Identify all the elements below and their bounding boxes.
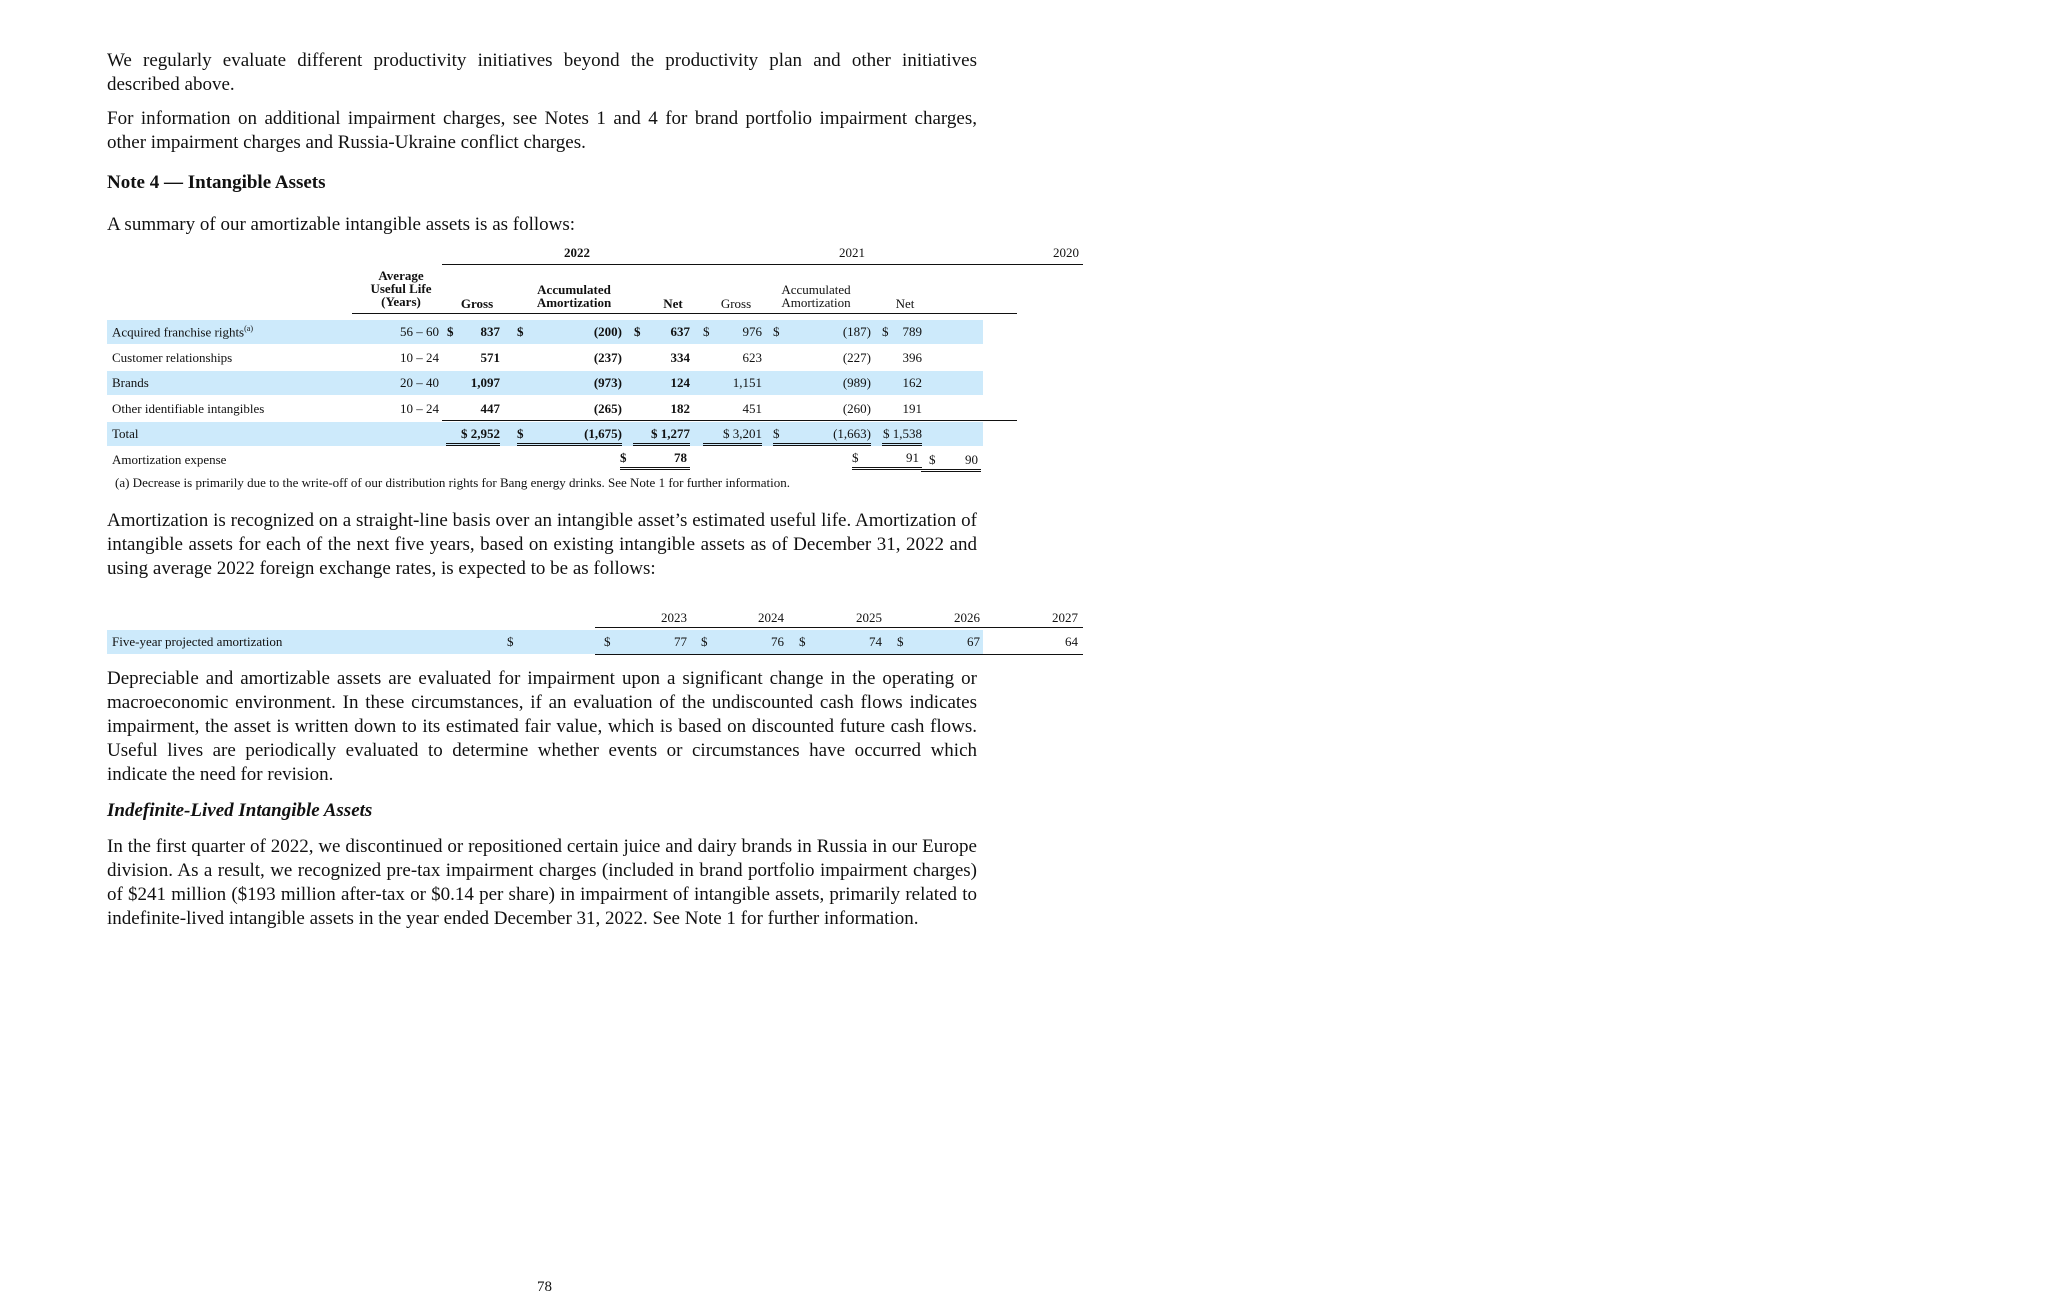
currency-symbol: $ (517, 426, 524, 441)
net-2022-value: 124 (670, 375, 690, 390)
currency-symbol: $ (852, 450, 859, 465)
net-2021-value: 396 (902, 350, 922, 365)
indefinite-lived-heading: Indefinite-Lived Intangible Assets (107, 800, 373, 821)
accum-2022-value: (973) (593, 375, 622, 390)
useful-life-header (352, 269, 450, 308)
accum-2022-value: (237) (593, 350, 622, 365)
total-net-2021: $ 1,538 (882, 426, 922, 446)
paragraph-depreciable: Depreciable and amortizable assets are evaluated for impairment upon a significant change in the operating or macroeconomic environment. In these circumstances, if an evaluation of the undiscounted cash flows indicates impairment, the asset is written down to its estimated fair value, which is based on discounted future cash flows. Useful lives are periodically evaluated to determine whether events or circumstances have occurred which indicate the need for revision. (107, 668, 977, 785)
net-2022-value: 334 (670, 350, 690, 365)
year-2022-header: 2022 (564, 245, 590, 260)
net-2021-header: Net (895, 296, 915, 311)
projection-label: Five-year projected amortization (112, 634, 283, 649)
accum-2021-value: (227) (842, 350, 871, 365)
gross-2021-value: 1,151 (732, 375, 762, 390)
net-2022-value: 182 (670, 401, 690, 416)
gross-2021-header: Gross (720, 296, 752, 311)
net-2021-value: 162 (902, 375, 922, 390)
currency-symbol: $ (447, 324, 454, 339)
currency-symbol: $ (773, 426, 780, 441)
amortization-expense-label: Amortization expense (112, 452, 227, 467)
currency-symbol: $ (929, 452, 936, 467)
accum-2022-header-line1: Accumulated (537, 282, 611, 297)
amortization-2020-value: 90 (965, 452, 978, 467)
projection-value: 74 (869, 634, 882, 649)
gross-2022-value: 447 (480, 401, 500, 416)
net-2021-value: 789 (902, 324, 922, 339)
currency-symbol: $ (897, 634, 904, 649)
intangible-assets-table (107, 244, 1079, 494)
total-gross-2022: $ 2,952 (446, 426, 500, 446)
projection-year-header: 2025 (856, 610, 882, 625)
gross-2021-value: 451 (742, 401, 762, 416)
currency-symbol: $ (634, 324, 641, 339)
accum-2022-value: (200) (593, 324, 622, 339)
accum-2021-value: (989) (842, 375, 871, 390)
currency-symbol: $ (604, 634, 611, 649)
total-accum-2021 (773, 426, 871, 446)
projection-bottom-rule (595, 654, 1083, 655)
currency-symbol: $ (620, 450, 627, 465)
currency-symbol: $ (799, 634, 806, 649)
total-net-2022: $ 1,277 (633, 426, 690, 446)
row-label: Customer relationships (112, 350, 233, 365)
currency-symbol: $ (701, 634, 708, 649)
projection-year-header: 2024 (758, 610, 784, 625)
gross-2022-header: Gross (460, 296, 494, 311)
total-accum-2021-value: (1,663) (833, 426, 871, 441)
note-4-heading: Note 4 — Intangible Assets (107, 172, 326, 193)
accum-2021-header (755, 283, 877, 309)
amortization-2022-value: 78 (674, 450, 687, 465)
accum-2022-header (513, 283, 635, 309)
useful-life-value: 56 – 60 (400, 324, 439, 339)
useful-life-header-rule (352, 313, 450, 314)
accum-2022-header-line2: Amortization (536, 295, 612, 310)
total-label: Total (112, 426, 139, 441)
year-header-rule (442, 264, 1083, 265)
currency-symbol: $ (517, 324, 524, 339)
gross-2022-value: 571 (480, 350, 500, 365)
currency-symbol: $ (703, 324, 710, 339)
net-2021-value: 191 (902, 401, 922, 416)
accum-2022-value: (265) (593, 401, 622, 416)
currency-symbol: $ (882, 324, 889, 339)
paragraph-indefinite-lived: In the first quarter of 2022, we discontinued or repositioned certain juice and dairy brands in Russia in our Europe division. As a result, we recognized pre-tax impairment charges (included in brand portfolio impairment charges) of $241 million ($193 million after-tax or $0.14 per share) in impairment of intangible assets, primarily related to indefinite-lived intangible assets in the year ended December 31, 2022. See Note 1 for further information. (107, 836, 977, 929)
projection-year-header: 2023 (661, 610, 687, 625)
projection-year-header: 2027 (1052, 610, 1078, 625)
currency-symbol: $ (773, 324, 780, 339)
currency-symbol: $ (507, 634, 514, 649)
net-2022-value: 637 (670, 324, 690, 339)
amortization-2021 (852, 450, 922, 470)
summary-intro: A summary of our amortizable intangible assets is as follows: (107, 214, 576, 235)
projection-value: 76 (771, 634, 784, 649)
paragraph-productivity: We regularly evaluate different productivity initiatives beyond the productivity plan and other initiatives described above. (107, 50, 977, 95)
net-2022-header: Net (663, 296, 683, 311)
amortization-2021-value: 91 (906, 450, 919, 465)
year-2020-header: 2020 (1053, 245, 1079, 260)
accum-2021-value: (260) (842, 401, 871, 416)
paragraph-impairment-reference: For information on additional impairment charges, see Notes 1 and 4 for brand portfolio impairment charges, other impairment charges and Russia-Ukraine conflict charges. (107, 108, 977, 153)
year-2021-header: 2021 (839, 245, 865, 260)
projection-value: 77 (674, 634, 687, 649)
row-label: Acquired franchise rights$^{(a)}$ (112, 324, 254, 340)
accum-2021-header-line2: Amortization (781, 295, 851, 310)
total-accum-2022 (517, 426, 622, 446)
accum-2021-header-line1: Accumulated (781, 282, 851, 297)
gross-2021-value: 976 (742, 324, 762, 339)
column-header-rule (442, 313, 1017, 314)
useful-life-value: 10 – 24 (400, 401, 439, 416)
gross-2022-value: 837 (480, 324, 500, 339)
subtotal-rule (442, 420, 1017, 421)
useful-life-header-line2: Useful Life (370, 281, 432, 296)
gross-2021-value: 623 (742, 350, 762, 365)
footnote-marker: (a) (244, 324, 254, 333)
total-gross-2021: $ 3,201 (703, 426, 762, 446)
row-label: Other identifiable intangibles (112, 401, 265, 416)
table-footnote: (a) Decrease is primarily due to the write-off of our distribution rights for Bang energy drinks. See Note 1 for further information. (115, 475, 790, 490)
gross-2022-value: 1,097 (470, 375, 500, 390)
useful-life-value: 10 – 24 (400, 350, 439, 365)
amortization-2020 (921, 452, 981, 472)
useful-life-value: 20 – 40 (400, 375, 439, 390)
accum-2021-value: (187) (842, 324, 871, 339)
paragraph-amortization: Amortization is recognized on a straight-line basis over an intangible asset’s estimated useful life. Amortization of intangible assets for each of the next five years, based on existing intangible assets as of December 31, 2022 and using average 2022 foreign exchange rates, is expected to be as follows: (107, 510, 977, 579)
amortization-2022 (620, 450, 690, 470)
useful-life-header-line3: (Years) (381, 294, 421, 309)
projection-year-header: 2026 (954, 610, 980, 625)
total-accum-2022-value: (1,675) (584, 426, 622, 441)
useful-life-header-line1: Average (378, 268, 424, 283)
projection-value: 67 (967, 634, 980, 649)
projection-table (107, 606, 1078, 658)
row-label: Brands (112, 375, 149, 390)
page-number: 78 (537, 1279, 552, 1295)
projection-header-rule (595, 627, 1083, 628)
projection-value: 64 (1065, 634, 1078, 649)
